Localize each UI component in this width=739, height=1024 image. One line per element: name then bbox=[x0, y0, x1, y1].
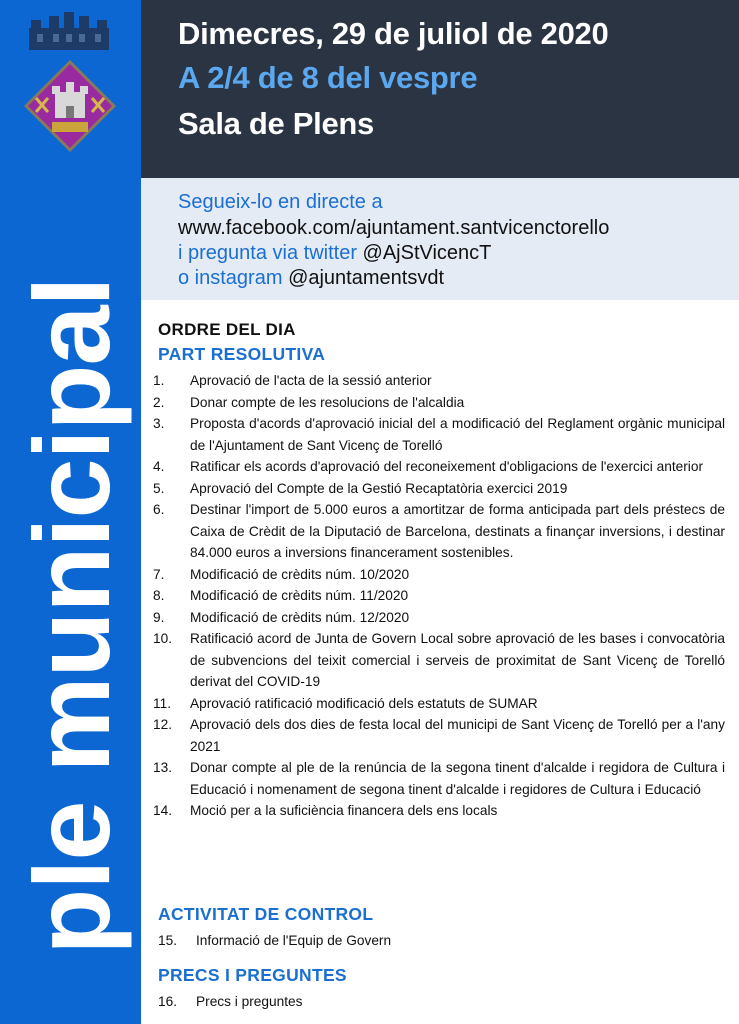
coat-of-arms-icon bbox=[22, 58, 118, 154]
item-number: 7. bbox=[153, 566, 165, 582]
item-number: 4. bbox=[153, 459, 165, 474]
agenda-item bbox=[141, 585, 739, 607]
agenda-item bbox=[141, 757, 739, 800]
section-part-resolutiva: PART RESOLUTIVA bbox=[158, 344, 326, 364]
item-number: 1. bbox=[153, 373, 165, 388]
item-number: 3. bbox=[153, 416, 165, 431]
agenda-item bbox=[141, 714, 739, 757]
sidebar bbox=[0, 0, 141, 1024]
item-text: Aprovació ratificació modificació dels estatuts de SUMAR bbox=[190, 695, 538, 711]
agenda-item bbox=[141, 800, 739, 822]
twitter-prefix: i pregunta via twitter bbox=[178, 242, 363, 264]
streaming-info bbox=[141, 178, 739, 300]
agenda bbox=[141, 300, 739, 1024]
item-number: 14. bbox=[153, 803, 173, 818]
facebook-link[interactable]: www.facebook.com/ajuntament.santvicenctorello bbox=[178, 217, 610, 239]
section-activitat-control: ACTIVITAT DE CONTROL bbox=[158, 904, 374, 924]
item-text: Donar compte de les resolucions de l'alcaldia bbox=[190, 394, 465, 410]
header bbox=[141, 0, 739, 178]
agenda-item bbox=[141, 628, 739, 693]
meeting-time: A 2/4 de 8 del vespre bbox=[178, 60, 478, 95]
agenda-list bbox=[141, 370, 739, 822]
agenda-title: ORDRE DEL DIA bbox=[158, 320, 296, 339]
agenda-item bbox=[141, 693, 739, 715]
item-number: 13. bbox=[153, 760, 173, 775]
item-text: Modificació de crèdits núm. 11/2020 bbox=[190, 588, 409, 603]
vertical-title: ple municipal bbox=[11, 277, 132, 955]
agenda-item bbox=[141, 499, 739, 564]
item-text: Precs i preguntes bbox=[196, 994, 303, 1009]
instagram-line bbox=[178, 266, 444, 290]
item-text: Ratificar els acords d'aprovació del reconeixement d'obligacions de l'exercici anterior bbox=[190, 459, 704, 474]
item-number: 12. bbox=[153, 717, 173, 732]
agenda-item bbox=[141, 456, 739, 478]
agenda-item bbox=[141, 478, 739, 500]
item-text: Donar compte al ple de la renúncia de la segona tinent d'alcalde i regidora de Cultura i Educació i nomenament de segona tinent d'alcalde i regidores de Cultura i Educació bbox=[190, 760, 725, 797]
instagram-prefix: o instagram bbox=[178, 267, 289, 289]
agenda-item bbox=[141, 392, 739, 414]
agenda-item bbox=[141, 564, 739, 586]
meeting-date: Dimecres, 29 de juliol de 2020 bbox=[178, 16, 609, 51]
item-text: Destinar l'import de 5.000 euros a amortitzar de forma anticipada part dels préstecs de Caixa de Crèdit de la Diputació de Barcelona, destinats a finançar inversions, i destinar 84.000 euros a inversions financerament sostenibles. bbox=[190, 502, 725, 560]
item-number: 6. bbox=[153, 502, 165, 517]
item-text: Proposta d'acords d'aprovació inicial del a modificació del Reglament orgànic municipal de l'Ajuntament de Sant Vicenç de Torelló bbox=[190, 416, 725, 453]
item-text: Informació de l'Equip de Govern bbox=[196, 933, 392, 948]
item-text: Aprovació dels dos dies de festa local del municipi de Sant Vicenç de Torelló per a l'any 2021 bbox=[190, 717, 725, 754]
item-number: 8. bbox=[153, 588, 165, 603]
instagram-handle[interactable]: @ajuntamentsvdt bbox=[288, 267, 444, 289]
crown-emblem-icon bbox=[27, 12, 111, 52]
stream-intro: Segueix-lo en directe a bbox=[178, 191, 383, 213]
item-number: 10. bbox=[153, 631, 173, 646]
section-precs-preguntes: PRECS I PREGUNTES bbox=[158, 965, 347, 985]
twitter-line bbox=[178, 241, 491, 265]
item-text: Moció per a la suficiència financera dels ens locals bbox=[190, 803, 498, 818]
item-number: 11. bbox=[153, 695, 172, 711]
item-number: 5. bbox=[153, 480, 165, 496]
agenda-item bbox=[141, 607, 739, 629]
item-text: Modificació de crèdits núm. 10/2020 bbox=[190, 566, 410, 582]
agenda-item bbox=[141, 370, 739, 392]
item-number: 9. bbox=[153, 609, 165, 625]
item-text: Modificació de crèdits núm. 12/2020 bbox=[190, 609, 410, 625]
item-number: 2. bbox=[153, 394, 165, 410]
item-number: 16. bbox=[158, 994, 178, 1009]
item-number: 15. bbox=[158, 933, 178, 948]
meeting-place: Sala de Plens bbox=[178, 106, 374, 141]
item-text: Aprovació de l'acta de la sessió anterior bbox=[190, 373, 432, 388]
twitter-handle[interactable]: @AjStVicencT bbox=[362, 242, 492, 264]
item-text: Ratificació acord de Junta de Govern Local sobre aprovació de les bases i convocatòria de subvencions del teixit comercial i serveis de proximitat de Sant Vicenç de Torelló derivat del COVID-19 bbox=[190, 631, 725, 689]
agenda-item bbox=[141, 413, 739, 456]
item-text: Aprovació del Compte de la Gestió Recaptatòria exercici 2019 bbox=[190, 480, 568, 496]
